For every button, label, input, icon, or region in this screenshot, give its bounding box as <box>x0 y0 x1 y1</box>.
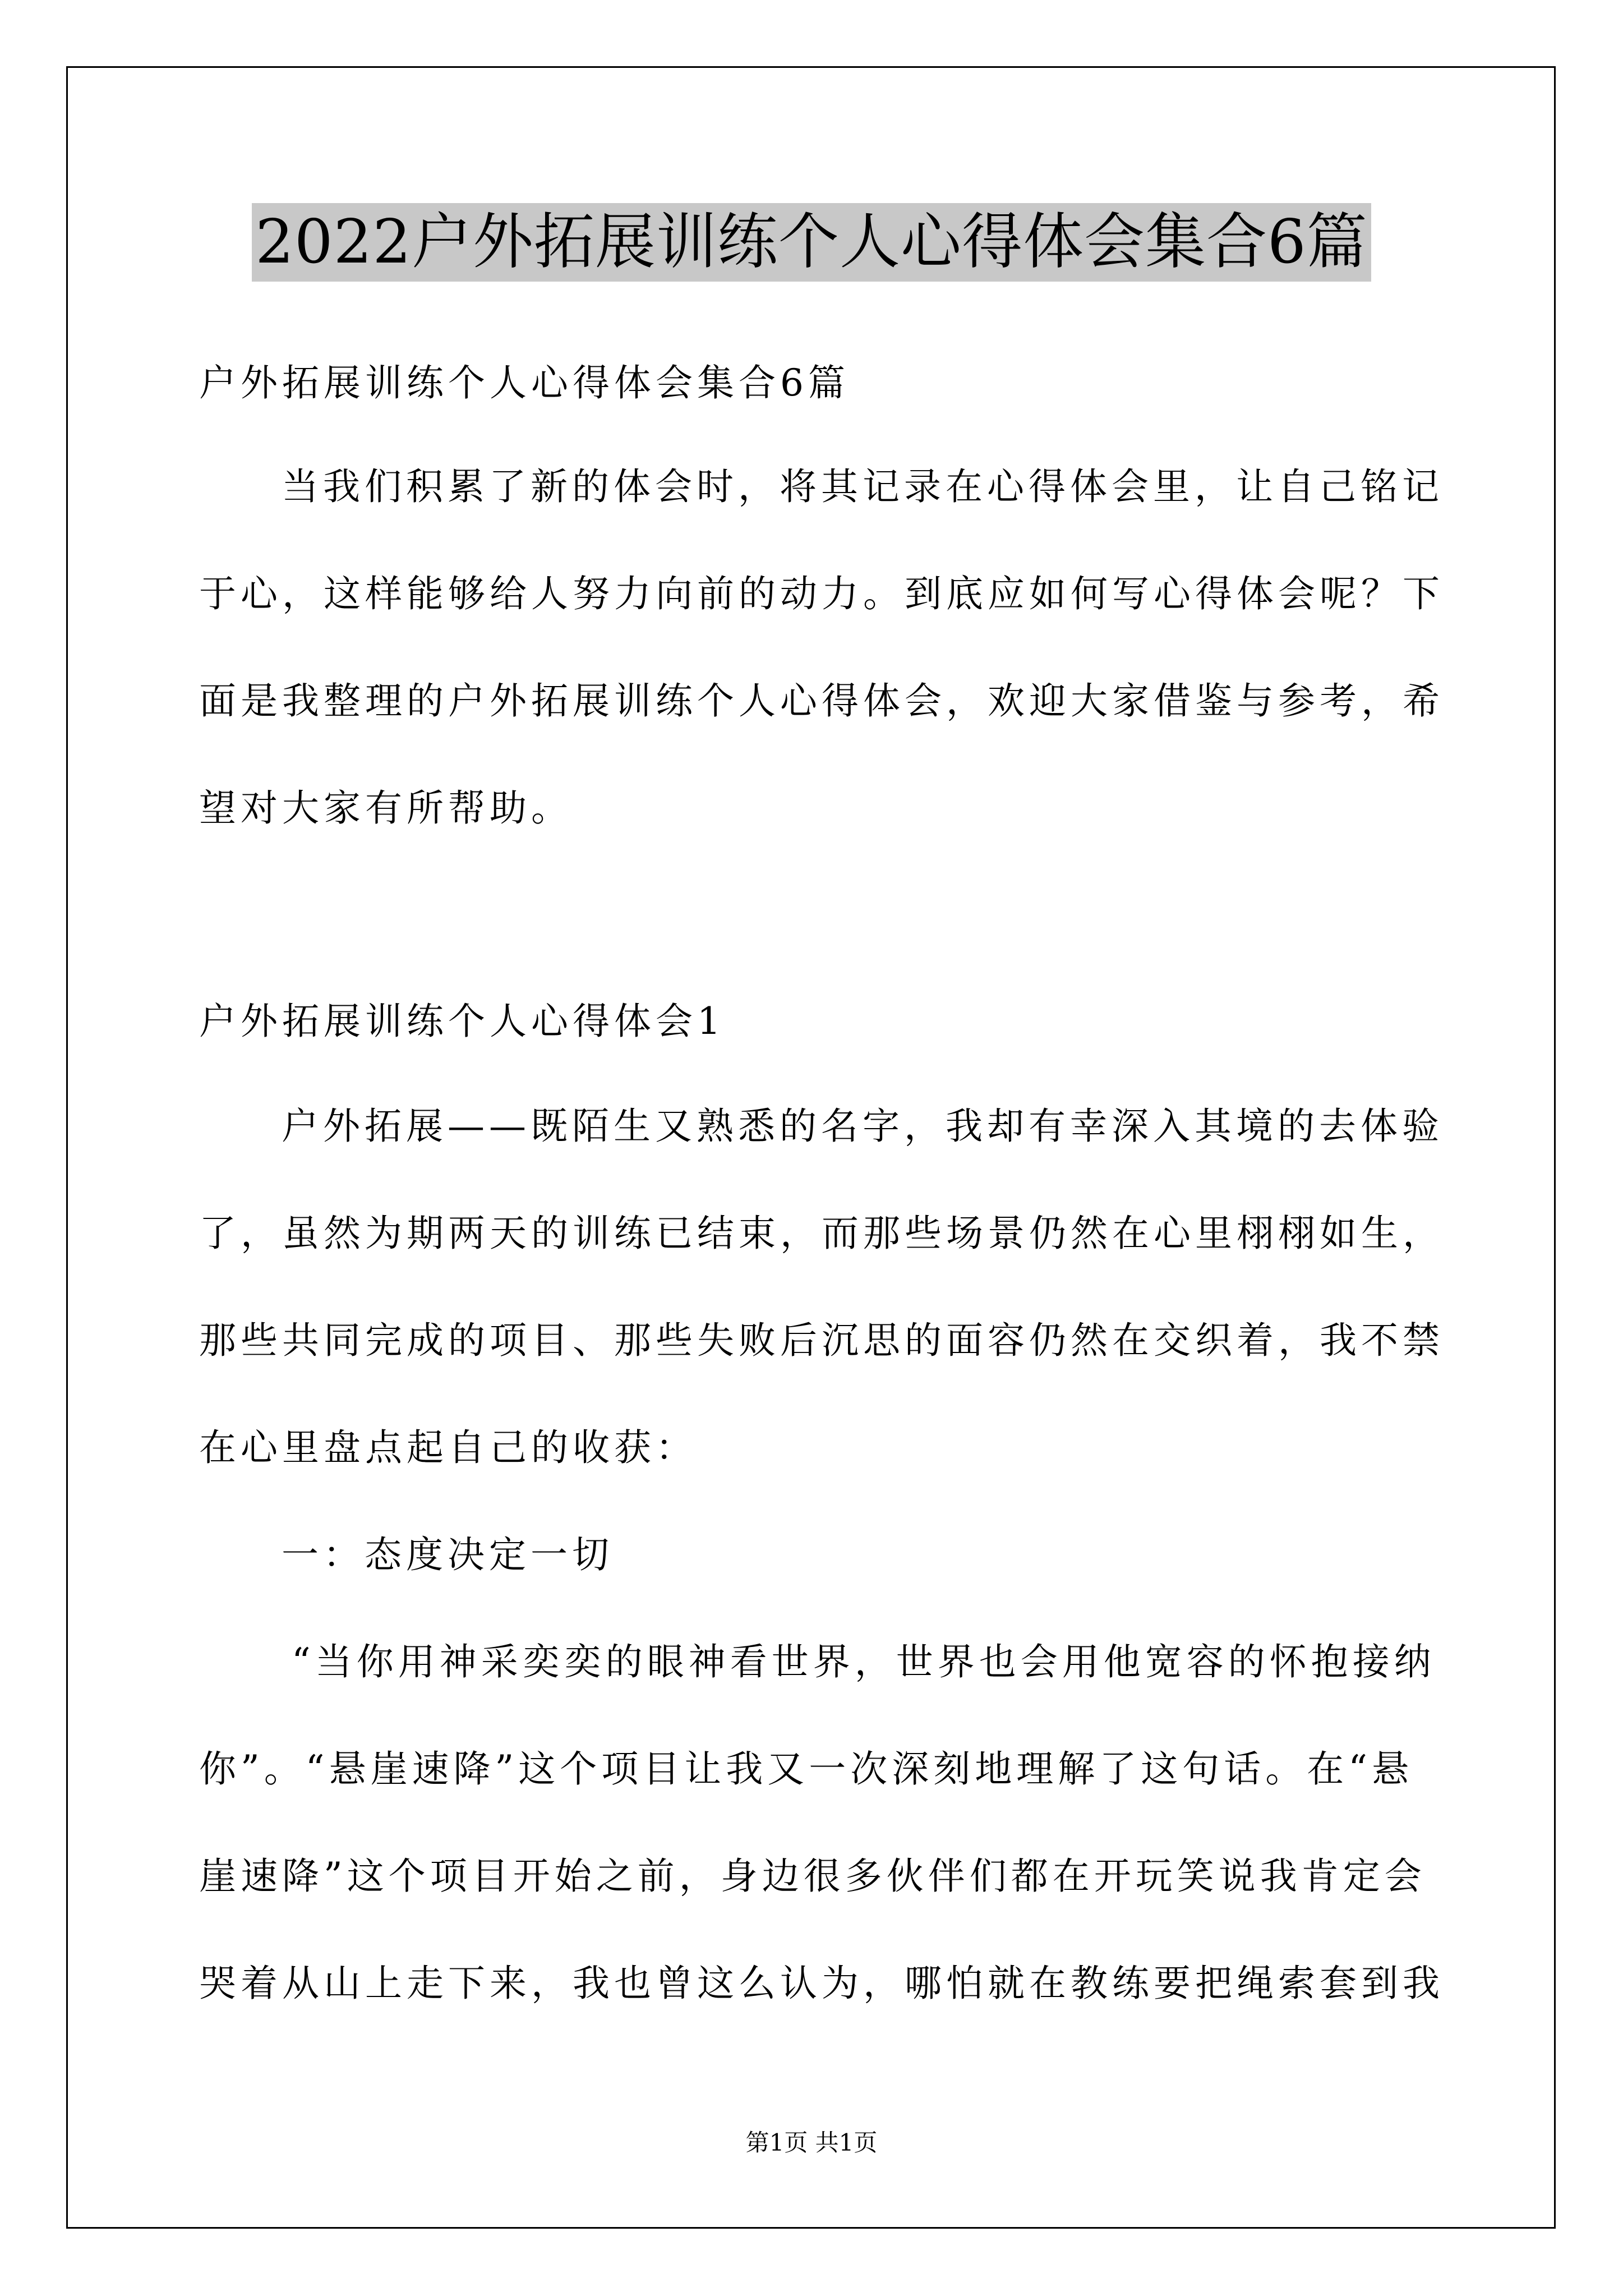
point-line: 哭着从山上走下来，我也曾这么认为，哪怕就在教练要把绳索套到我 <box>199 1962 1444 2005</box>
intro-line: 面是我整理的户外拓展训练个人心得体会，欢迎大家借鉴与参考，希 <box>199 679 1444 723</box>
document-title: 2022户外拓展训练个人心得体会集合6篇 <box>252 203 1371 282</box>
section-line: 在心里盘点起自己的收获： <box>199 1426 697 1469</box>
intro-line: 望对大家有所帮助。 <box>199 786 573 830</box>
point-line: “当你用神采奕奕的眼神看世界，世界也会用他宽容的怀抱接纳 <box>292 1640 1436 1683</box>
intro-line: 当我们积累了新的体会时，将其记录在心得体会里，让自己铭记 <box>282 465 1444 508</box>
section-line: 了，虽然为期两天的训练已结束，而那些场景仍然在心里栩栩如生， <box>199 1212 1444 1255</box>
section-line: 户外拓展——既陌生又熟悉的名字，我却有幸深入其境的去体验 <box>282 1105 1444 1148</box>
section-line: 那些共同完成的项目、那些失败后沉思的面容仍然在交织着，我不禁 <box>199 1319 1444 1362</box>
section-heading: 户外拓展训练个人心得体会1 <box>199 1000 725 1043</box>
point-line: 你”。“悬崖速降”这个项目让我又一次深刻地理解了这句话。在“悬 <box>199 1747 1413 1791</box>
document-subtitle: 户外拓展训练个人心得体会集合6篇 <box>199 361 850 404</box>
point-line: 崖速降”这个项目开始之前，身边很多伙伴们都在开玩笑说我肯定会 <box>199 1855 1426 1898</box>
title-container <box>0 203 1623 282</box>
intro-line: 于心，这样能够给人努力向前的动力。到底应如何写心得体会呢？下 <box>199 572 1444 615</box>
page-footer: 第1页 共1页 <box>745 2129 878 2156</box>
point-heading: 一：态度决定一切 <box>282 1533 614 1576</box>
